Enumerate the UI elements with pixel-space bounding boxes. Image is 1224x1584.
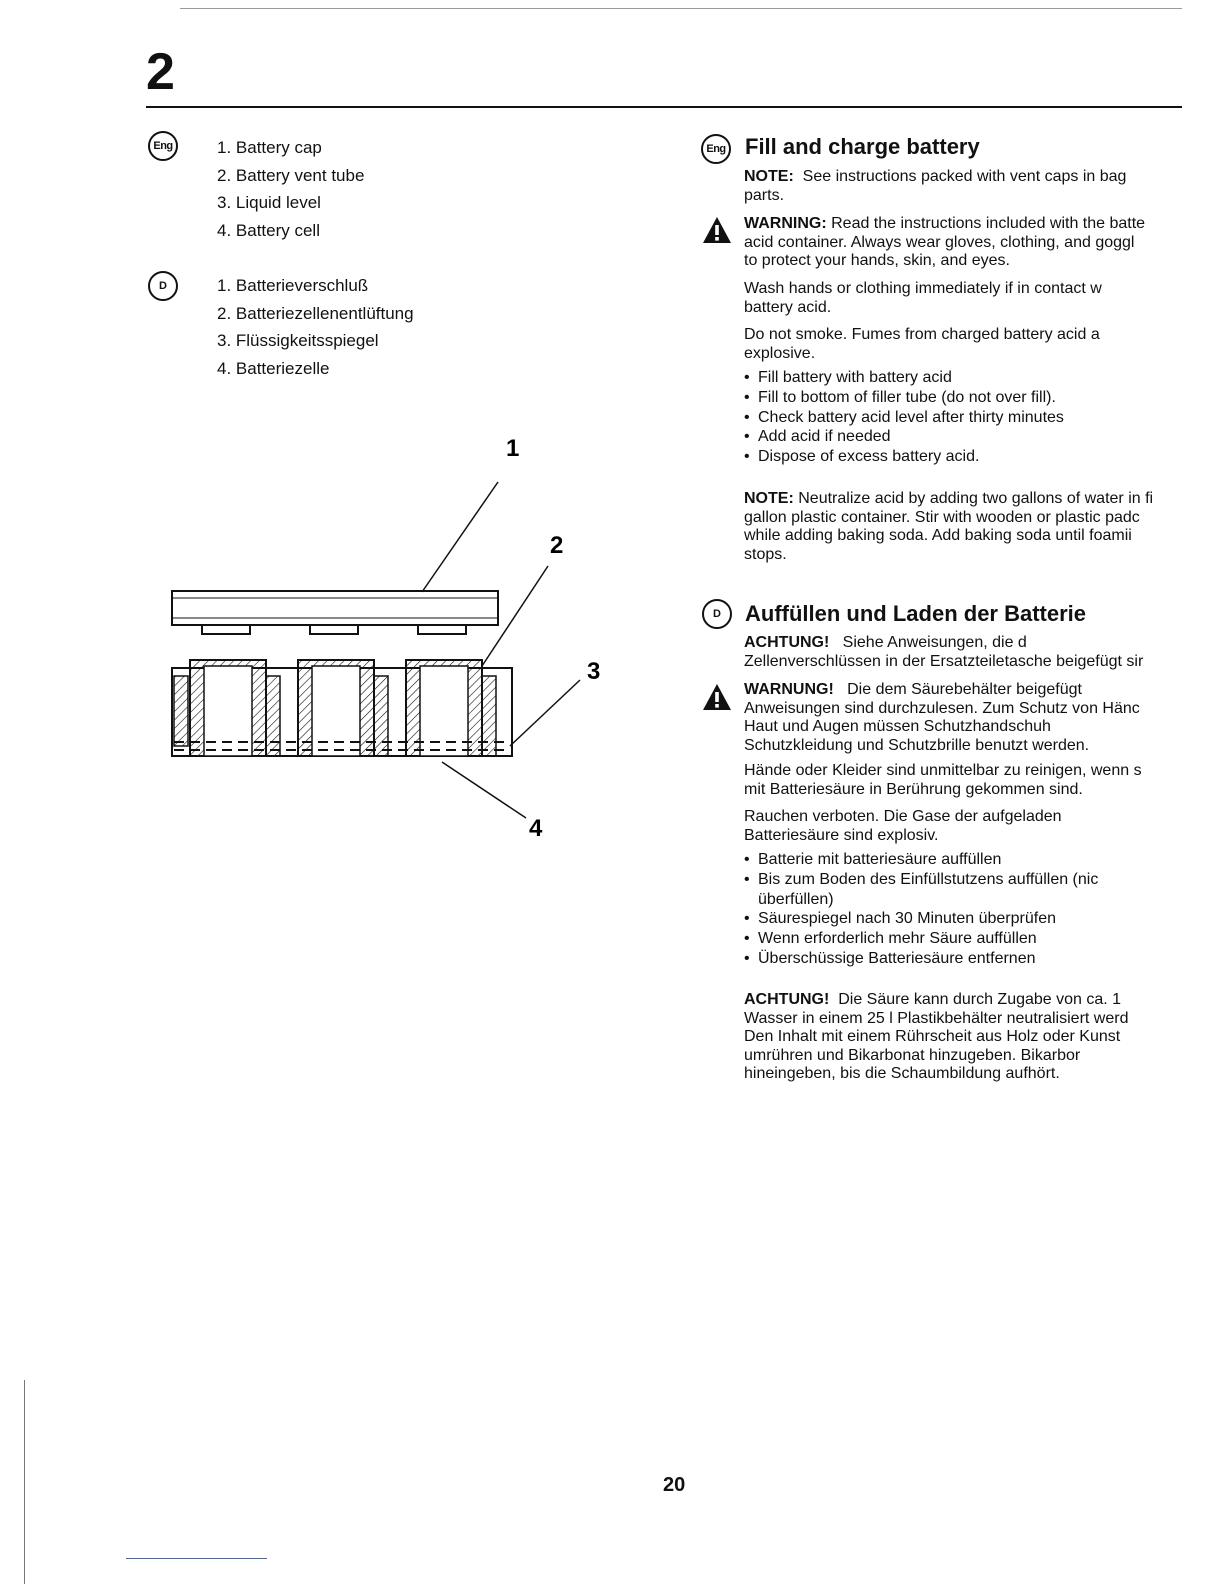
achtung-label: ACHTUNG! — [744, 634, 830, 651]
warnung-text: Anweisungen sind durchzulesen. Zum Schutz von Hänc — [744, 699, 1140, 717]
list-item — [744, 870, 1182, 910]
paragraph-line: Batteriesäure sind explosiv. — [744, 826, 939, 844]
paragraph-line: Rauchen verboten. Die Gase der aufgeladen — [744, 808, 1062, 825]
list-item: 1. Batterieverschluß — [217, 276, 369, 295]
list-item: 2. Batteriezellenentlüftung — [217, 303, 414, 323]
german-legend-list — [217, 272, 414, 382]
list-item: • Säurespiegel nach 30 Minuten überprüfen — [744, 909, 1182, 929]
list-item-text: Bis zum Boden des Einfüllstutzens auffüllen (nic — [758, 870, 1099, 888]
english-note — [744, 168, 1182, 205]
achtung-text: Zellenverschlüssen in der Ersatzteiletasche beigefügt sir — [744, 652, 1144, 670]
list-item: • Fill battery with battery acid — [744, 368, 1182, 388]
list-item: • Dispose of excess battery acid. — [744, 447, 1182, 467]
warning-triangle-icon — [702, 216, 732, 244]
list-item: 4. Batteriezelle — [217, 358, 330, 378]
german-bullet-list — [744, 850, 1182, 969]
list-item-continuation: überfüllen) — [758, 890, 834, 908]
german-achtung-neutralize — [744, 991, 1182, 1084]
english-neutralize-note — [744, 490, 1182, 564]
note-text: Neutralize acid by adding two gallons of water in fi — [798, 490, 1154, 507]
paragraph-line: Do not smoke. Fumes from charged battery acid a — [744, 326, 1100, 343]
note-text: gallon plastic container. Stir with wooden or plastic padc — [744, 508, 1140, 526]
list-item: • Fill to bottom of filler tube (do not over fill). — [744, 388, 1182, 408]
header-rule — [146, 106, 1182, 108]
german-section-title: Auffüllen und Laden der Batterie — [745, 601, 1087, 626]
battery-cross-section-figure — [160, 420, 630, 860]
german-haende-paragraph — [744, 762, 1182, 799]
warnung-label: WARNUNG! — [744, 681, 834, 698]
achtung-text: umrühren und Bikarbonat hinzugeben. Bikarbor — [744, 1046, 1081, 1064]
chapter-number: 2 — [146, 43, 174, 101]
german-rauchen-paragraph — [744, 808, 1182, 845]
achtung-text: Wasser in einem 25 l Plastikbehälter neutralisiert werd — [744, 1009, 1129, 1027]
binding-margin-line — [24, 1380, 25, 1584]
note-text: stops. — [744, 545, 787, 563]
english-wash-paragraph — [744, 280, 1182, 317]
paragraph-line: Wash hands or clothing immediately if in contact w — [744, 280, 1102, 297]
callout-4-label: 4 — [529, 815, 543, 842]
warning-text: acid container. Always wear gloves, clothing, and goggl — [744, 233, 1135, 251]
list-item: 2. Battery vent tube — [217, 165, 365, 185]
list-item: 3. Liquid level — [217, 193, 321, 212]
paragraph-line: mit Batteriesäure in Berührung gekommen sind. — [744, 780, 1083, 798]
german-language-badge: D — [148, 271, 178, 301]
note-text: parts. — [744, 186, 785, 204]
paragraph-line: Hände oder Kleider sind unmittelbar zu reinigen, wenn s — [744, 762, 1142, 779]
list-item: • Wenn erforderlich mehr Säure auffüllen — [744, 929, 1182, 949]
note-text: See instructions packed with vent caps in bag — [802, 168, 1127, 185]
top-rule — [180, 8, 1182, 9]
english-smoke-paragraph — [744, 326, 1182, 363]
callout-1-label: 1 — [506, 435, 520, 462]
note-text: while adding baking soda. Add baking soda until foamii — [744, 527, 1132, 544]
footer-rule — [126, 1558, 267, 1559]
warning-text: to protect your hands, skin, and eyes. — [744, 252, 1010, 269]
warnung-text: Haut und Augen müssen Schutzhandschuh — [744, 718, 1051, 735]
warning-text: Read the instructions included with the batte — [831, 215, 1146, 232]
achtung-text: Die Säure kann durch Zugabe von ca. 1 — [838, 991, 1122, 1008]
list-item: • Add acid if needed — [744, 427, 1182, 447]
german-warnung — [744, 681, 1182, 755]
achtung-text: hineingeben, bis die Schaumbildung aufhört. — [744, 1065, 1060, 1082]
warnung-text: Schutzkleidung und Schutzbrille benutzt werden. — [744, 736, 1090, 754]
english-section-title: Fill and charge battery — [745, 134, 980, 159]
achtung-text: Den Inhalt mit einem Rührscheit aus Holz oder Kunst — [744, 1028, 1121, 1045]
list-item: 1. Battery cap — [217, 138, 322, 157]
achtung-label: ACHTUNG! — [744, 991, 830, 1008]
callout-2-label: 2 — [550, 532, 564, 559]
english-legend-list — [217, 134, 364, 244]
note-label: NOTE: — [744, 168, 794, 185]
paragraph-line: battery acid. — [744, 298, 832, 316]
callout-3-label: 3 — [587, 658, 601, 685]
page-number: 20 — [663, 1474, 686, 1496]
list-item: 3. Flüssigkeitsspiegel — [217, 331, 379, 350]
german-achtung — [744, 634, 1182, 671]
list-item: • Check battery acid level after thirty minutes — [744, 408, 1182, 428]
eng-language-badge: Eng — [148, 131, 178, 161]
warning-triangle-icon — [702, 683, 732, 711]
battery-cap-lid — [172, 591, 498, 634]
paragraph-line: explosive. — [744, 344, 816, 362]
achtung-text: Siehe Anweisungen, die d — [842, 634, 1027, 651]
warning-label: WARNING: — [744, 215, 827, 232]
list-item: • Überschüssige Batteriesäure entfernen — [744, 949, 1182, 969]
list-item: 4. Battery cell — [217, 220, 320, 240]
german-section-badge: D — [702, 599, 732, 629]
note-label: NOTE: — [744, 490, 794, 507]
list-item: • Batterie mit batteriesäure auffüllen — [744, 850, 1182, 870]
english-warning — [744, 215, 1182, 271]
eng-section-badge: Eng — [701, 134, 731, 164]
warnung-text: Die dem Säurebehälter beigefügt — [847, 681, 1082, 698]
english-bullet-list — [744, 368, 1182, 467]
